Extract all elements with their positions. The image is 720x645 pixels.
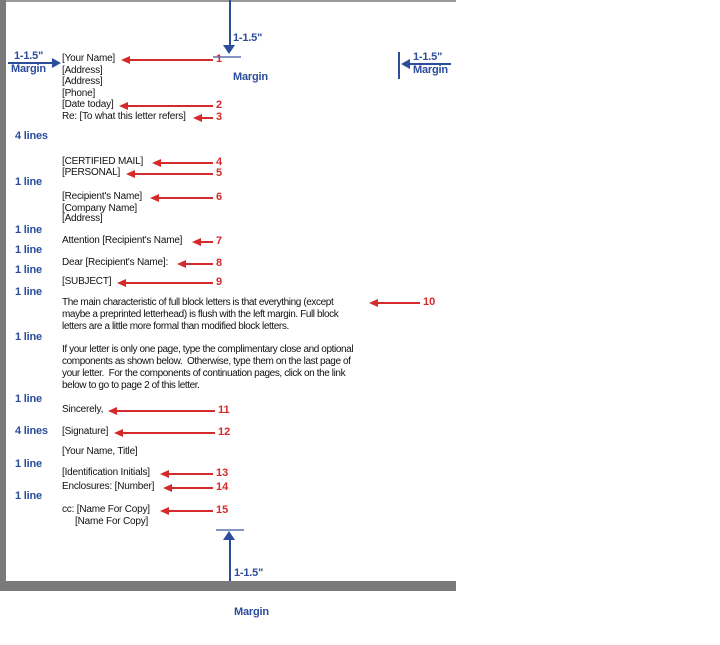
callout-line [117,410,215,412]
spacing-label: 1 line [15,264,42,276]
callout-number: 13 [216,466,229,479]
callout-1 [121,54,222,65]
callout-number: 10 [423,295,436,308]
callout-number: 6 [216,190,223,203]
letter-line-closing: Sincerely, [62,404,104,415]
callout-number: 14 [216,480,229,493]
letter-line-enclosures: Enclosures: [Number] [62,481,155,492]
callout-14 [163,482,228,493]
letter-line-recipient-name: [Recipient's Name] [62,191,143,202]
margin-size: 1-1.5" [233,32,263,44]
callout-number: 5 [216,166,223,179]
arrow-left-icon [150,194,159,202]
callout-3 [193,112,222,123]
callout-line [378,302,420,304]
arrow-left-icon [163,484,172,492]
right-margin-word: Margin [413,64,448,76]
body-paragraph2-line4: below to go to page 2 of this letter. [62,380,200,391]
left-margin-word: Margin [11,63,46,75]
body-paragraph2-line1: If your letter is only one page, type the complimentary close and optional [62,344,354,355]
letter-line-personal: [PERSONAL] [62,167,121,178]
callout-11 [108,405,230,416]
letter-line-address2: [Address] [62,76,103,87]
arrow-left-icon [152,159,161,167]
callout-line [159,197,213,199]
callout-4 [152,157,222,168]
bottom-margin-label [234,541,269,645]
callout-15 [160,505,228,516]
letter-line-your-name: [Your Name] [62,53,116,64]
arrow-left-icon [193,114,202,122]
letter-line-company-name: [Company Name] [62,203,138,214]
callout-line [126,282,213,284]
letter-line-signature: [Signature] [62,426,109,437]
letter-line-name-title: [Your Name, Title] [62,446,138,457]
arrow-left-icon [117,279,126,287]
top-margin-label [233,6,268,110]
callout-6 [150,192,222,203]
callout-line [202,117,213,119]
arrow-right-icon [52,58,61,68]
callout-line [186,263,213,265]
letter-line-initials: [Identification Initials] [62,467,150,478]
callout-13 [160,468,228,479]
callout-number: 3 [216,110,223,123]
callout-line [169,473,213,475]
arrow-left-icon [121,56,130,64]
spacing-label: 1 line [15,331,42,343]
margin-size: 1-1.5" [234,567,264,579]
callout-number: 15 [216,503,229,516]
arrow-left-icon [160,507,169,515]
body-paragraph1-line1: The main characteristic of full block letters is that everything (except [62,297,334,308]
arrow-left-icon [401,59,410,69]
callout-number: 4 [216,155,223,168]
spacing-label: 1 line [15,224,42,236]
body-paragraph2-line2: components as shown below. Otherwise, type them on the last page of [62,356,351,367]
right-margin-size: 1-1.5" [413,51,443,63]
spacing-label: 4 lines [15,425,48,437]
letter-line-attention: Attention [Recipient's Name] [62,235,183,246]
right-margin-line [398,52,400,79]
callout-line [169,510,213,512]
callout-number: 1 [216,52,223,65]
spacing-label: 4 lines [15,130,48,142]
callout-10 [369,297,435,308]
body-paragraph2-line3: your letter. For the components of continuation pages, click on the link [62,368,346,379]
letter-line-salutation: Dear [Recipient's Name]: [62,257,169,268]
spacing-label: 1 line [15,176,42,188]
callout-line [123,432,215,434]
callout-line [135,173,213,175]
letter-line-date: [Date today] [62,99,114,110]
letter-line-cc2: [Name For Copy] [75,516,149,527]
arrow-left-icon [108,407,117,415]
margin-word: Margin [234,606,269,618]
callout-number: 9 [216,275,223,288]
letter-line-re: Re: [To what this letter refers] [62,111,186,122]
letter-line-cc1: cc: [Name For Copy] [62,504,150,515]
arrow-up-icon [223,531,235,540]
spacing-label: 1 line [15,244,42,256]
top-margin-arrow-line [229,0,231,46]
arrow-left-icon [160,470,169,478]
callout-5 [126,168,222,179]
arrow-left-icon [192,238,201,246]
spacing-label: 1 line [15,458,42,470]
body-paragraph1-line2: maybe a preprinted letterhead) is flush with the left margin. Full block [62,309,339,320]
callout-number: 8 [216,256,223,269]
arrow-left-icon [177,260,186,268]
callout-9 [117,277,222,288]
page-shadow-bottom [0,581,456,591]
page-shadow-left [0,0,6,591]
callout-line [161,162,213,164]
spacing-label: 1 line [15,490,42,502]
letter-line-certified-mail: [CERTIFIED MAIL] [62,156,144,167]
callout-line [130,59,213,61]
callout-12 [114,427,230,438]
callout-8 [177,258,222,269]
arrow-left-icon [126,170,135,178]
arrow-left-icon [114,429,123,437]
callout-number: 2 [216,98,223,111]
spacing-label: 1 line [15,393,42,405]
letter-line-subject: [SUBJECT] [62,276,112,287]
callout-7 [192,236,222,247]
arrow-left-icon [119,102,128,110]
callout-number: 11 [218,403,230,416]
left-margin-size: 1-1.5" [14,50,44,62]
margin-word: Margin [233,71,268,83]
callout-line [201,241,213,243]
body-paragraph1-line3: letters are a little more formal than modified block letters. [62,321,289,332]
callout-number: 12 [218,425,231,438]
spacing-label: 1 line [15,286,42,298]
arrow-left-icon [369,299,378,307]
letter-line-phone: [Phone] [62,88,96,99]
letter-line-address1: [Address] [62,65,103,76]
callout-line [172,487,213,489]
callout-line [128,105,213,107]
letter-line-recipient-address: [Address] [62,213,103,224]
callout-2 [119,100,222,111]
callout-number: 7 [216,234,223,247]
bottom-margin-arrow-line [229,540,231,581]
